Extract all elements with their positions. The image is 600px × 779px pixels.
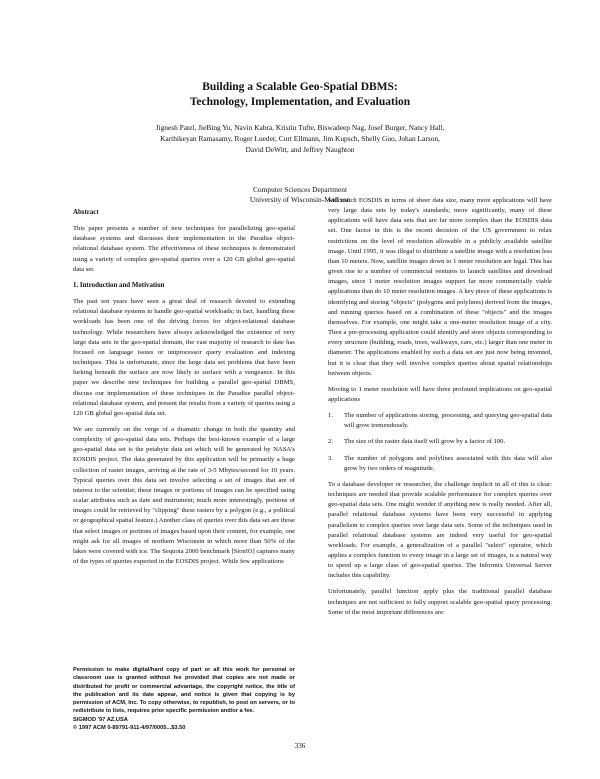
copyright-permission-block: [73, 666, 295, 732]
list-item-text: The number of applications storing, processing, and querying geo-spatial data will grow tremendously.: [344, 412, 552, 430]
implications-list: [328, 411, 552, 474]
right-paragraph-1: will match EOSDIS in terms of sheer data size, many more applications will have very large data sets by today's standards; more significantly, many of these applications will have data sets that are far more complex than the EOSDIS data set. One factor in this is the recent decision of the US government to relax restrictions on the level of resolution allowable in a publicly available satellite image. Until 1995, it was illegal to distribute a satellite image with a resolution less than 10 meters. Now, satellite images down to 1 meter resolution are legal. This has given rise to a number of commercial ventures to launch satellites and download images, since 1 meter resolution images support far more commercially viable applications than do 10 meter resolution images. A key piece of these applications is identifying and storing "objects" (polygons and polylines) derived from the images, and running queries based on a combination of these "objects" and the images themselves. For example, one might take a one-meter resolution image of a city. Then a pre-processing application could identify and store objects corresponding to every structure (building, roads, trees, walkways, cars, etc.) larger than one meter in diameter. The applications enabled by such a data set are just now being invented, but it is clear that they will involve complex queries about spatial relationships between objects.: [328, 197, 552, 377]
right-paragraph-3: To a database developer or researcher, the challenge implicit in all of this is clear: techniques are needed that provide scalable performance for complex queries over geo-spatial data sets. One might wonder if anything new is really needed. After all, parallel relational database systems have been very successful in applying parallelism to complex queries over large data sets. Some of the techniques used in parallel relational database systems are indeed very useful for geo-spatial workloads. For example, a generalization of a parallel "select" operator, which applies a complex function to every image in a large set of images, is a natural way to speed up a large class of geo-spatial queries. The Informix Universal Server includes this capability.: [328, 480, 552, 580]
authors-line-1: Jignesh Patel, JieBing Yu, Navin Kabra, Kristin Tufte, Biswadeep Nag, Josef Burger, Nancy Hall,: [155, 123, 445, 132]
conference-venue: SIGMOD '97 AZ,USA: [73, 716, 128, 723]
copyright-line: © 1997 ACM 0-89791-911-4/97/0005...$3.50: [73, 725, 186, 732]
right-paragraph-2: Moving to 1 meter resolution will have three profound implications on geo-spatial applications: [328, 385, 552, 403]
intro-paragraph-2: We are currently on the verge of a dramatic change in both the quantity and complexity of geo-spatial data sets. Perhaps the best-known example of a large geo-spatial data set is the petabyte data set which will be generated by NASA's EOSDIS project. The data generated by this application will be primarily a huge collection of raster images, arriving at the rate of 3-5 Mbytes/second for 10 years. Typical queries over this data set involve selecting a set of images that are of interest to the scientist; these images or portions of images can be specified using scalar attributes such as date and instrument; much more interestingly, portions of images could be retrieved by "clipping" these rasters by a polygon (e.g., a political or geographical spatial feature.) Another class of queries over this data set are those that select images or portions of images based upon their content, for example, one might ask for all images of northern Wisconsin in which more than 50% of the lakes were covered with ice. The Sequoia 2000 benchmark [Ston93] captures many of the types of queries expected in the EOSDIS project. While few applications: [73, 425, 296, 565]
list-item: [328, 437, 552, 447]
list-item-number: 3.: [328, 454, 333, 462]
abstract-text: This paper presents a number of new techniques for parallelizing geo-spatial database systems and discusses their implementation in the Paradise object-relational database system. The effectiveness of these techniques is demonstrated using a variety of complex geo-spatial queries over a 120 GB global geo-spatial data set.: [73, 225, 295, 273]
list-item-number: 1.: [328, 412, 333, 420]
university: University of Wisconsin-Madison: [249, 195, 351, 204]
right-paragraph-4: Unfortunately, parallel function apply plus the traditional parallel database techniques are not sufficient to fully support scalable geo-spatial query processing. Some of the most important differences are:: [328, 588, 552, 616]
paper-title: [0, 80, 600, 110]
right-column: [328, 196, 552, 624]
list-item-text: The number of polygons and polylines associated with this data will also grow by two orders of magnitude.: [344, 454, 552, 472]
authors-line-3: David DeWitt, and Jeffrey Naughton: [245, 144, 355, 154]
abstract-heading: Abstract: [73, 209, 99, 216]
list-item-number: 2.: [328, 438, 333, 446]
title-line-1: Building a Scalable Geo-Spatial DBMS:: [202, 81, 398, 93]
list-item: [328, 454, 552, 474]
list-item: [328, 411, 552, 431]
intro-paragraph-1: The past ten years have seen a great deal of research devoted to extending relational database systems to handle geo-spatial workloads; in fact, handling these workloads has been one of the driving forces for object-relational database technology. While researchers have always acknowledged the existence of very large data sets in the geo-spatial domain, the vast majority of research to date has focused on language issues or uniprocessor query evaluation and indexing techniques. This is unfortunate, since the large data set problems that have been lurking beneath the surface are now likely to surface with a vengeance. In this paper we describe new techniques for building a parallel geo-spatial DBMS, discuss our implementation of these techniques in the Paradise parallel object-relational database system, and present the results from a variety of queries using a 120 GB global geo-spatial data set.: [73, 298, 295, 417]
page-number: 336: [294, 742, 306, 750]
author-list: [150, 123, 450, 155]
intro-heading: 1. Introduction and Motivation: [73, 281, 165, 289]
title-line-2: Technology, Implementation, and Evaluation: [189, 96, 411, 108]
authors-line-2: Karthikeyan Ramasamy, Roger Lueder, Curt Ellmann, Jim Kupsch, Shelly Guo, Johan Larson,: [160, 133, 440, 143]
left-column: [73, 208, 295, 573]
department: Computer Sciences Department: [253, 185, 347, 194]
list-item-text: The size of the raster data itself will grow by a factor of 100.: [344, 438, 506, 446]
permission-notice: Permission to make digital/hard copy of part or all this work for personal or classroom use is granted without fee provided that copies are not made or distributed for profit or commercial advantage, the copyright notice, the title of the publication and its date appear, and notice is given that copying is by permission of ACM, Inc. To copy otherwise, to republish, to post on servers, or to redistribute to lists, requires prior specific permission and/or a fee.: [73, 667, 295, 715]
